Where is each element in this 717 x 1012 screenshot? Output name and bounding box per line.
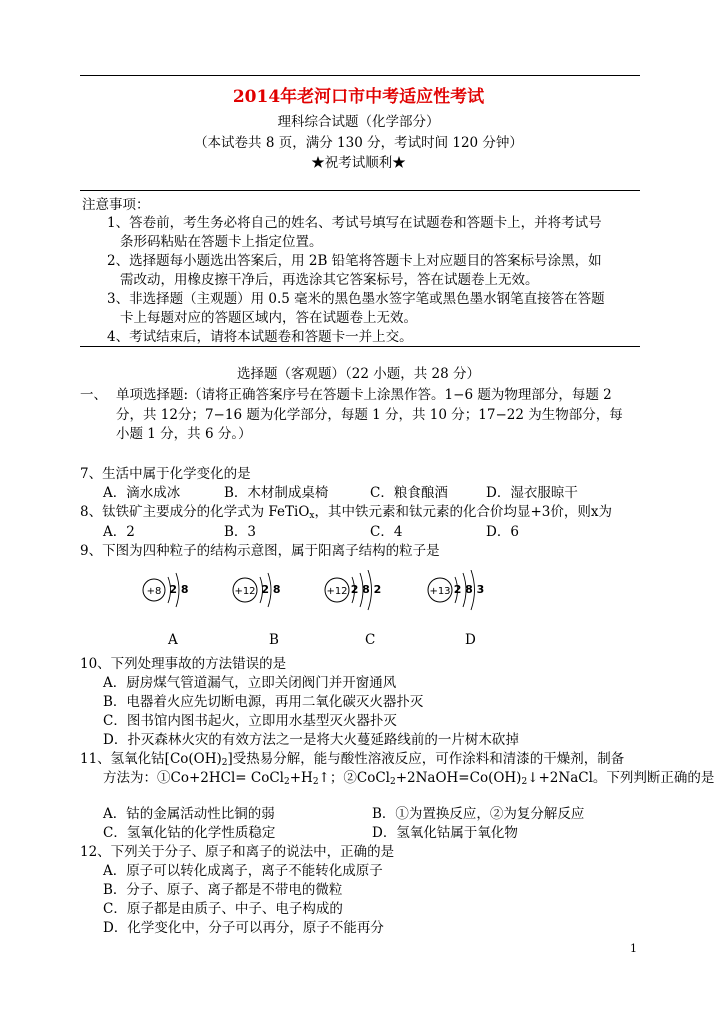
q12-option-d: D．化学变化中，分子可以再分，原子不能再分 [103,920,384,936]
q7-option-b: B．木材制成桌椅 [224,485,329,501]
q11-equations: 方法为：①Co+2HCl= $CoCl_2+H_2↑$；$②CoCl_2+2NaOH=Co(OH)_2↓+2NaCl$。下列判断正确的是 [103,770,715,787]
particle-a-nucleus: +8 [146,586,162,597]
q11-option-c: C．氢氧化钴的化学性质稳定 [103,825,276,841]
exam-title: 2014年老河口市中考适应性考试 [232,87,485,107]
q8-option-a: A．2 [103,524,135,540]
notice-heading: 注意事项： [82,197,150,213]
q11-option-d: D．氢氧化钴属于氧化物 [372,825,518,841]
notice-top-rule [80,190,640,191]
exam-subtitle: 理科综合试题（化学部分） [277,114,440,130]
notice-item-2-cont: 需改动，用橡皮擦干净后，再选涂其它答案标号，答在试题卷上无效。 [120,272,539,288]
particle-label-d: D [465,632,476,648]
top-rule [80,75,640,76]
notice-bottom-rule [80,346,640,347]
particle-diagram-b [230,570,290,616]
q12-option-a: A．原子可以转化成离子，离子不能转化成原子 [103,863,383,879]
q8-stem: 8、钛铁矿主要成分的化学式为 FeTiO$_x$，其中铁元素和钛元素的化合价均显+3价，则x为 [80,504,612,521]
particle-diagram-a [140,570,200,616]
particle-d-nucleus: +13 [429,586,451,597]
q12-option-c: C．原子都是由质子、中子、电子构成的 [103,901,343,917]
q7-option-c: C．粮食酿酒 [370,485,448,501]
particle-label-a: A [168,632,178,648]
exam-wish: ★祝考试顺利★ [311,155,406,171]
section-instructions-1: 单项选择题:（请将正确答案序号在答题卡上涂黑作答。1−6 题为物理部分，每题 2 [116,387,612,403]
exam-info: （本试卷共 8 页，满分 130 分，考试时间 120 分钟） [194,135,523,151]
q8-option-c: C．4 [370,524,403,540]
notice-item-3-cont: 卡上每题对应的答题区域内，答在试题卷上无效。 [120,310,417,326]
particle-diagram-d [425,570,491,616]
q7-option-d: D．湿衣服晾干 [486,485,578,501]
section-number: 一、 [80,387,107,403]
q11-option-b: B．①为置换反应，②为复分解反应 [372,806,585,822]
q7-stem: 7、生活中属于化学变化的是 [80,466,251,482]
particle-c-shells: 2 8 2 [350,583,382,596]
q11-option-a: A．钴的金属活动性比铜的弱 [103,806,275,822]
page-number: 1 [630,942,637,955]
q9-stem: 9、下图为四种粒子的结构示意图，属于阳离子结构的粒子是 [80,543,440,559]
q10-option-b: B．电器着火应先切断电源，再用二氧化碳灭火器扑灭 [103,694,424,710]
q7-option-a: A．滴水成冰 [103,485,181,501]
section-heading: 选择题（客观题）（22 小题，共 28 分） [237,366,480,382]
section-instructions-3: 小题 1 分，共 6 分。） [116,426,252,442]
notice-item-1: 1、答卷前，考生务必将自己的姓名、考试号填写在试题卷和答题卡上，并将考试号 [107,215,602,231]
q8-option-b: B．3 [224,524,257,540]
q11-stem: 11、氢氧化钴$[Co(OH)_2]$受热易分解，能与酸性溶液反应，可作涂料和清漆的干燥剂，制备 [80,751,625,768]
particle-diagram-c [322,570,388,616]
particle-c-nucleus: +12 [326,586,348,597]
notice-item-2: 2、选择题每小题选出答案后，用 2B 铅笔将答题卡上对应题目的答案标号涂黑，如 [107,253,602,269]
particle-b-nucleus: +12 [234,586,256,597]
q10-option-c: C．图书馆内图书起火，立即用水基型灭火器扑灭 [103,713,397,729]
section-instructions-2: 分，共 12分；7−16 题为化学部分，每题 1 分，共 10 分；17−22 为生物部分，每 [116,407,623,423]
q10-option-a: A．厨房煤气管道漏气，立即关闭阀门并开窗通风 [103,675,397,691]
particle-d-shells: 2 8 3 [453,583,485,596]
notice-item-3: 3、非选择题（主观题）用 0.5 毫米的黑色墨水签字笔或黑色墨水钢笔直接答在答题 [107,291,605,307]
particle-a-shells: 2 8 [169,583,189,596]
q10-stem: 10、下列处理事故的方法错误的是 [80,656,287,672]
q12-option-b: B．分子、原子、离子都是不带电的微粒 [103,882,343,898]
particle-label-b: B [269,632,279,648]
notice-item-1-cont: 条形码粘贴在答题卡上指定位置。 [120,234,323,250]
particle-b-shells: 2 8 [261,583,281,596]
particle-label-c: C [365,632,376,648]
q12-stem: 12、下列关于分子、原子和离子的说法中，正确的是 [80,844,395,860]
notice-item-4: 4、考试结束后，请将本试题卷和答题卡一并上交。 [107,329,413,345]
q8-option-d: D．6 [486,524,519,540]
q10-option-d: D．扑灭森林火灾的有效方法之一是将大火蔓延路线前的一片树木砍掉 [103,732,519,748]
